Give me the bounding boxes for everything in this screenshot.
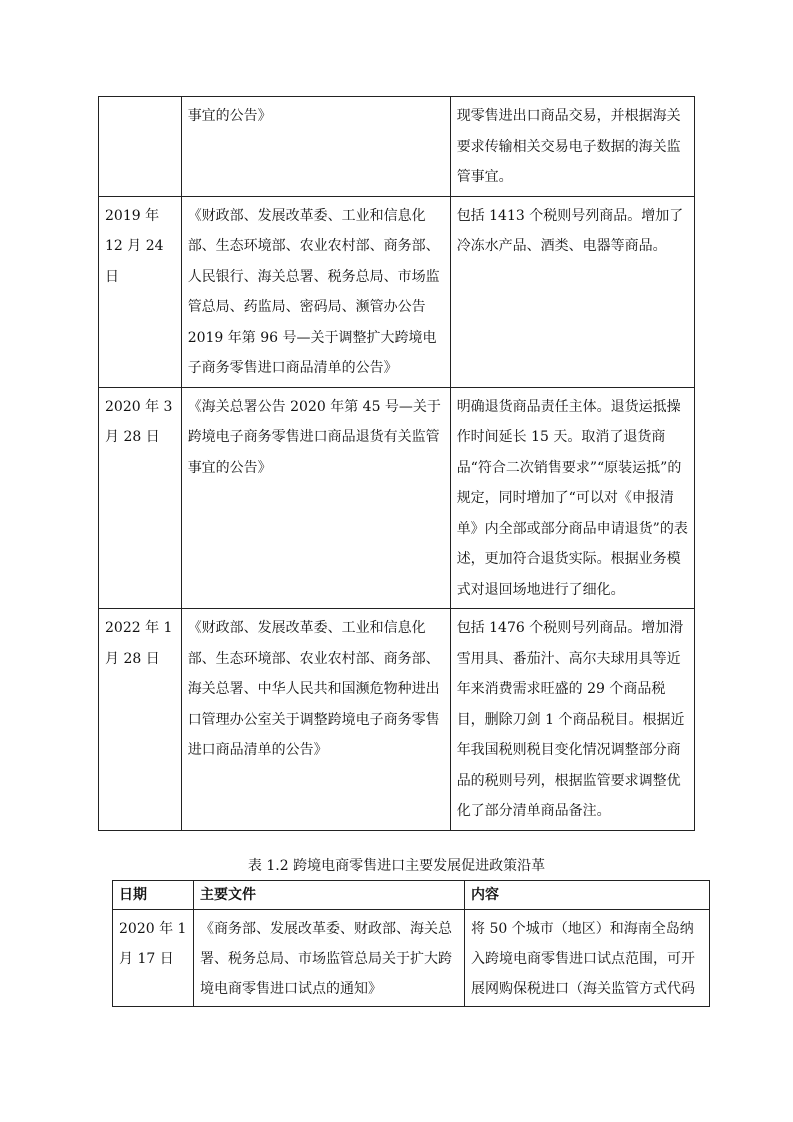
date-cell: 2020 年 1 月 17 日 bbox=[113, 910, 194, 1007]
date-cell: 2020 年 3 月 28 日 bbox=[99, 387, 182, 609]
content-cell: 包括 1476 个税则号列商品。增加滑雪用具、番茄汁、高尔夫球用具等近年来消费需求旺盛的 29 个商品税目，删除刀剑 1 个商品税目。根据近年我国税则税目变化情况调整部分商品的税则号列，根据监管要求调整优化了部分清单商品备注。 bbox=[450, 609, 694, 831]
content-cell: 现零售进出口商品交易，并根据海关要求传输相关交易电子数据的海关监管事宜。 bbox=[450, 97, 694, 197]
policy-table bbox=[112, 880, 710, 1007]
header-document: 主要文件 bbox=[194, 881, 465, 910]
table-row bbox=[99, 609, 695, 831]
table-row bbox=[113, 910, 710, 1007]
date-cell: 2019 年 12 月 24 日 bbox=[99, 196, 182, 387]
header-content: 内容 bbox=[465, 881, 710, 910]
document-cell: 《财政部、发展改革委、工业和信息化部、生态环境部、农业农村部、商务部、人民银行、海关总署、税务总局、市场监管总局、药监局、密码局、濒管办公告 2019 年第 96 号—关于调整扩大跨境电子商务零售进口商品清单的公告》 bbox=[181, 196, 450, 387]
policy-table-continued bbox=[98, 96, 695, 831]
content-cell: 明确退货商品责任主体。退货运抵操作时间延长 15 天。取消了退货商品“符合二次销售要求”“原装运抵”的规定，同时增加了“可以对《申报清单》内全部或部分商品申请退货”的表述，更加符合退货实际。根据业务模式对退回场地进行了细化。 bbox=[450, 387, 694, 609]
document-cell: 《商务部、发展改革委、财政部、海关总署、税务总局、市场监管总局关于扩大跨境电商零售进口试点的通知》 bbox=[194, 910, 465, 1007]
table-row bbox=[99, 97, 695, 197]
date-cell bbox=[99, 97, 182, 197]
table-caption: 表 1.2 跨境电商零售进口主要发展促进政策沿革 bbox=[247, 858, 546, 874]
table-header-row bbox=[113, 881, 710, 910]
document-cell: 《财政部、发展改革委、工业和信息化部、生态环境部、农业农村部、商务部、海关总署、中华人民共和国濒危物种进出口管理办公室关于调整跨境电子商务零售进口商品清单的公告》 bbox=[181, 609, 450, 831]
content-cell: 将 50 个城市（地区）和海南全岛纳入跨境电商零售进口试点范围，可开展网购保税进口（海关监管方式代码 bbox=[465, 910, 710, 1007]
header-date: 日期 bbox=[113, 881, 194, 910]
date-cell: 2022 年 1 月 28 日 bbox=[99, 609, 182, 831]
content-cell: 包括 1413 个税则号列商品。增加了冷冻水产品、酒类、电器等商品。 bbox=[450, 196, 694, 387]
document-cell: 《海关总署公告 2020 年第 45 号—关于跨境电子商务零售进口商品退货有关监管事宜的公告》 bbox=[181, 387, 450, 609]
document-cell: 事宜的公告》 bbox=[181, 97, 450, 197]
table-row bbox=[99, 196, 695, 387]
table-row bbox=[99, 387, 695, 609]
